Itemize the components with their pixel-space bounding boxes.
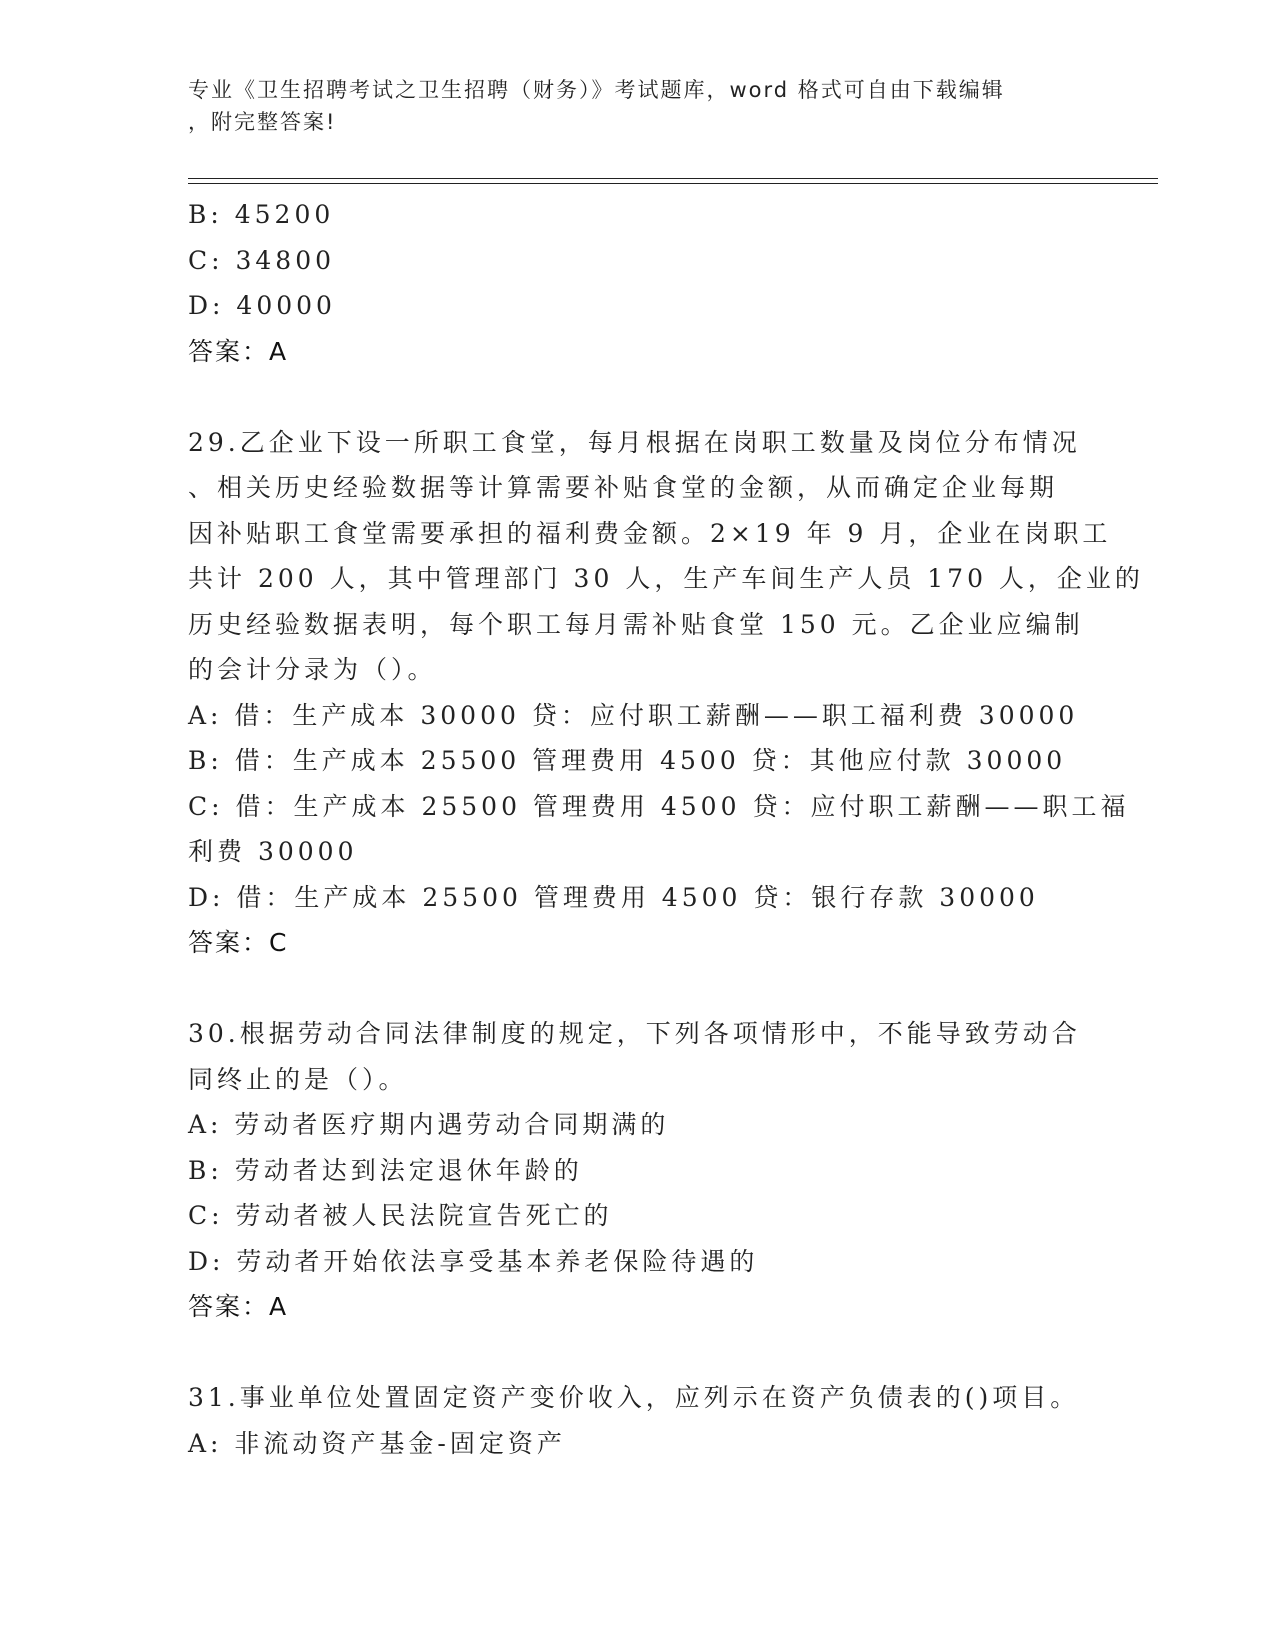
header-title-line-2: ，附完整答案! (188, 110, 337, 134)
document-header (188, 74, 1068, 138)
q29-option-d: D: 借：生产成本 25500 管理费用 4500 贷：银行存款 30000 (188, 882, 1039, 912)
question-30 (188, 1011, 1088, 1330)
question-31 (188, 1375, 1088, 1466)
spacer (188, 966, 1088, 1012)
q29-stem-line: 29.乙企业下设一所职工食堂，每月根据在岗职工数量及岗位分布情况 (188, 427, 1081, 457)
header-divider-top (188, 178, 1158, 179)
q30-option-d: D: 劳动者开始依法享受基本养老保险待遇的 (188, 1246, 759, 1276)
q30-option-b: B: 劳动者达到法定退休年龄的 (188, 1155, 583, 1185)
q31-stem-line: 31.事业单位处置固定资产变价收入，应列示在资产负债表的()项目。 (188, 1383, 1080, 1412)
q28-option-b: B: 45200 (188, 200, 335, 229)
q29-stem-line: 的会计分录为（）。 (188, 655, 437, 684)
q29-answer: 答案：C (188, 928, 289, 957)
header-title-line-1: 专业《卫生招聘考试之卫生招聘（财务）》考试题库，word 格式可自由下载编辑 (188, 78, 1005, 102)
q28-answer: 答案：A (188, 336, 289, 366)
spacer (188, 1330, 1088, 1376)
question-28 (188, 192, 1088, 374)
q30-answer: 答案：A (188, 1292, 289, 1321)
q30-option-c: C: 劳动者被人民法院宣告死亡的 (188, 1201, 613, 1230)
q29-stem-line: 共计 200 人，其中管理部门 30 人，生产车间生产人员 170 人，企业的 (188, 564, 1144, 593)
q30-stem-line: 30.根据劳动合同法律制度的规定，下列各项情形中，不能导致劳动合 (188, 1019, 1081, 1048)
q28-option-d: D: 40000 (188, 291, 336, 320)
question-content (188, 192, 1144, 1466)
q29-option-c: C: 借：生产成本 25500 管理费用 4500 贷：应付职工薪酬——职工福 (188, 791, 1130, 821)
spacer (188, 374, 1088, 420)
header-divider-bottom (188, 183, 1158, 184)
question-29 (188, 420, 1144, 966)
q29-option-a: A: 借：生产成本 30000 贷：应付职工薪酬——职工福利费 30000 (188, 700, 1079, 730)
q29-stem-line: 因补贴职工食堂需要承担的福利费金额。2×19 年 9 月，企业在岗职工 (188, 518, 1112, 548)
q29-stem-line: 、相关历史经验数据等计算需要补贴食堂的金额，从而确定企业每期 (188, 473, 1059, 502)
q29-option-c-continued: 利费 30000 (188, 837, 358, 866)
q31-option-a: A: 非流动资产基金-固定资产 (188, 1428, 566, 1458)
q30-stem-line: 同终止的是（）。 (188, 1064, 408, 1094)
q28-option-c: C: 34800 (188, 245, 336, 275)
q29-stem-line: 历史经验数据表明，每个职工每月需补贴食堂 150 元。乙企业应编制 (188, 609, 1084, 639)
q29-option-b: B: 借：生产成本 25500 管理费用 4500 贷：其他应付款 30000 (188, 746, 1067, 775)
q30-option-a: A: 劳动者医疗期内遇劳动合同期满的 (188, 1110, 670, 1139)
